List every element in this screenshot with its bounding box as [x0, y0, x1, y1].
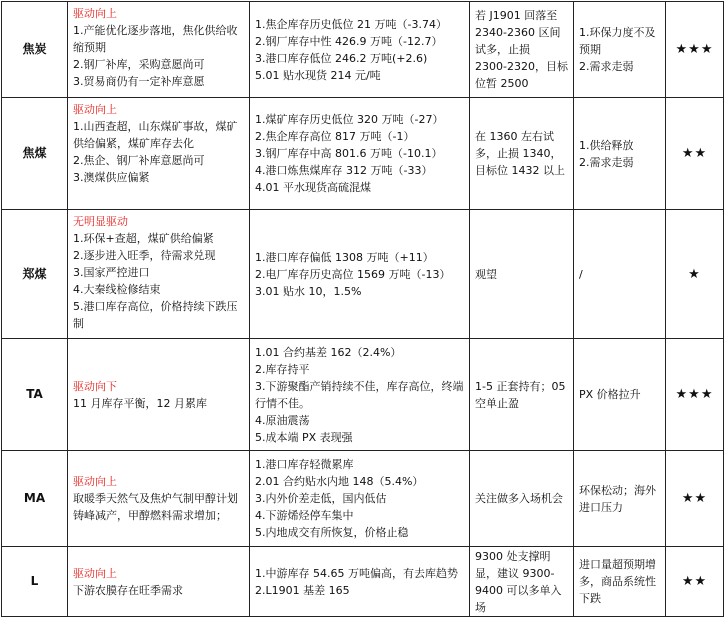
commodity-name: MA — [2, 451, 68, 547]
rating-stars: ★★ — [666, 98, 724, 210]
data-line: 5.01 贴水现货 214 元/吨 — [255, 68, 381, 82]
data-line: 2.钢厂库存中性 426.9 万吨（-12.7） — [255, 34, 443, 48]
risk-line: 2.需求走弱 — [579, 155, 634, 169]
data-cell — [250, 451, 470, 547]
data-line: 1.焦企库存历史低位 21 万吨（-3.74） — [255, 17, 447, 31]
data-line: 1.港口库存轻微累库 — [255, 458, 354, 471]
risk-cell — [574, 210, 666, 339]
table-row — [2, 339, 724, 451]
data-cell — [250, 339, 470, 451]
driver-line: 3.国家严控进口 — [73, 266, 150, 279]
driver-line: 2.焦企、钢厂补库意愿尚可 — [73, 154, 205, 167]
strategy-line: 9300 处支撑明显，建议 9300-9400 可以多单入场 — [475, 549, 562, 614]
data-line: 4.港口炼焦煤库存 312 万吨（-33） — [255, 164, 433, 177]
driver-cell — [68, 2, 250, 98]
data-line: 4.01 平水现货高硫混煤 — [255, 181, 371, 194]
commodity-name: 郑煤 — [2, 210, 68, 339]
data-line: 5.成本端 PX 表现强 — [255, 430, 353, 444]
strategy-line: 2300-2320，目标位暂 2500 — [475, 60, 568, 90]
driver-direction: 驱动向上 — [73, 7, 117, 20]
table-row — [2, 451, 724, 547]
data-cell — [250, 547, 470, 617]
data-cell — [250, 98, 470, 210]
strategy-line: 若 J1901 回落至 — [475, 9, 558, 22]
table-row — [2, 2, 724, 98]
strategy-cell — [470, 210, 574, 339]
driver-direction: 无明显驱动 — [73, 215, 128, 228]
driver-line: 4.大秦线检修结束 — [73, 283, 161, 296]
rating-stars: ★★ — [666, 547, 724, 617]
risk-line: 1.环保力度不及预期 — [579, 26, 656, 56]
risk-cell — [574, 547, 666, 617]
data-line: 3.内外价差走低，国内低估 — [255, 492, 387, 505]
data-line: 1.港口库存偏低 1308 万吨（+11） — [255, 250, 434, 264]
strategy-cell — [470, 451, 574, 547]
strategy-line: 2340-2360 区间 — [475, 26, 561, 39]
strategy-line: 试多，止损 — [475, 43, 530, 56]
driver-cell — [68, 547, 250, 617]
driver-line: 1.环保+查超，煤矿供给偏紧 — [73, 232, 214, 245]
risk-cell — [574, 2, 666, 98]
data-line: 4.下游烯烃停车集中 — [255, 509, 354, 522]
data-cell — [250, 2, 470, 98]
risk-line: PX 价格拉升 — [579, 388, 641, 401]
driver-line: 3.贸易商仍有一定补库意愿 — [73, 75, 205, 88]
rating-stars: ★★ — [666, 451, 724, 547]
strategy-cell — [470, 2, 574, 98]
driver-cell — [68, 339, 250, 451]
data-line: 3.01 贴水 10，1.5% — [255, 284, 362, 298]
risk-cell — [574, 451, 666, 547]
commodity-name: 焦煤 — [2, 98, 68, 210]
strategy-cell — [470, 547, 574, 617]
data-line: 2.L1901 基差 165 — [255, 583, 350, 597]
strategy-line: 观望 — [475, 267, 497, 281]
data-line: 2.库存持平 — [255, 362, 310, 376]
strategy-cell — [470, 339, 574, 451]
commodity-name: TA — [2, 339, 68, 451]
rating-stars: ★★★ — [666, 339, 724, 451]
driver-line: 下游农膜存在旺季需求 — [73, 583, 183, 597]
driver-direction: 驱动向上 — [73, 566, 117, 580]
data-line: 1.01 合约基差 162（2.4%） — [255, 345, 402, 359]
driver-cell — [68, 451, 250, 547]
commodity-name: L — [2, 547, 68, 617]
driver-line: 2.逐步进入旺季，待需求兑现 — [73, 249, 216, 262]
driver-direction: 驱动向上 — [73, 103, 117, 116]
risk-cell — [574, 339, 666, 451]
rating-stars: ★★★ — [666, 2, 724, 98]
futures-strategy-table — [1, 1, 724, 617]
driver-line: 取暖季天然气及焦炉气制甲醇计划铸峰减产，甲醇燃料需求增加； — [73, 492, 238, 522]
strategy-line: 关注做多入场机会 — [475, 492, 563, 505]
driver-line: 1.产能优化逐步落地，焦化供给收缩预期 — [73, 24, 238, 54]
data-line: 3.钢厂库存中高 801.6 万吨（-10.1） — [255, 147, 443, 160]
driver-line: 11 月库存平衡，12 月累库 — [73, 396, 207, 410]
data-line: 5.内地成交有所恢复，价格止稳 — [255, 526, 409, 539]
risk-cell — [574, 98, 666, 210]
risk-line: 1.供给释放 — [579, 138, 634, 152]
table-row — [2, 98, 724, 210]
risk-line: 环保松动；海外进口压力 — [579, 483, 656, 514]
risk-line: 2.需求走弱 — [579, 60, 634, 73]
commodity-name: 焦炭 — [2, 2, 68, 98]
driver-line: 1.山西查超，山东煤矿事故，煤矿供给偏紧，煤矿库存去化 — [73, 120, 238, 150]
strategy-line: 1-5 正套持有；05 空单止盈 — [475, 379, 566, 410]
data-cell — [250, 210, 470, 339]
data-line: 2.电厂库存历史高位 1569 万吨（-13） — [255, 267, 451, 281]
driver-line: 3.澳煤供应偏紧 — [73, 171, 150, 184]
driver-line: 5.港口库存高位，价格持续下跌压制 — [73, 300, 238, 330]
risk-line: 进口量超预期增多，商品系统性下跌 — [579, 558, 656, 605]
driver-line: 2.钢厂补库，采购意愿尚可 — [73, 58, 205, 71]
driver-cell — [68, 98, 250, 210]
risk-line: / — [579, 267, 583, 281]
data-line: 4.原油震荡 — [255, 413, 310, 427]
table-row — [2, 210, 724, 339]
data-line: 2.01 合约贴水内地 148（5.4%） — [255, 475, 424, 488]
rating-stars: ★ — [666, 210, 724, 339]
driver-direction: 驱动向上 — [73, 475, 117, 488]
strategy-line: 在 1360 左右试多，止损 1340，目标位 1432 以上 — [475, 130, 565, 177]
driver-cell — [68, 210, 250, 339]
data-line: 1.中游库存 54.65 万吨偏高，有去库趋势 — [255, 566, 458, 580]
driver-direction: 驱动向下 — [73, 379, 117, 393]
data-line: 1.煤矿库存历史低位 320 万吨（-27） — [255, 113, 444, 126]
strategy-cell — [470, 98, 574, 210]
data-line: 2.焦企库存高位 817 万吨（-1） — [255, 130, 415, 143]
table-row — [2, 547, 724, 617]
data-line: 3.港口库存低位 246.2 万吨(+2.6) — [255, 51, 428, 65]
data-line: 3.下游聚酯产销持续不佳，库存高位，终端行情不佳。 — [255, 379, 464, 410]
